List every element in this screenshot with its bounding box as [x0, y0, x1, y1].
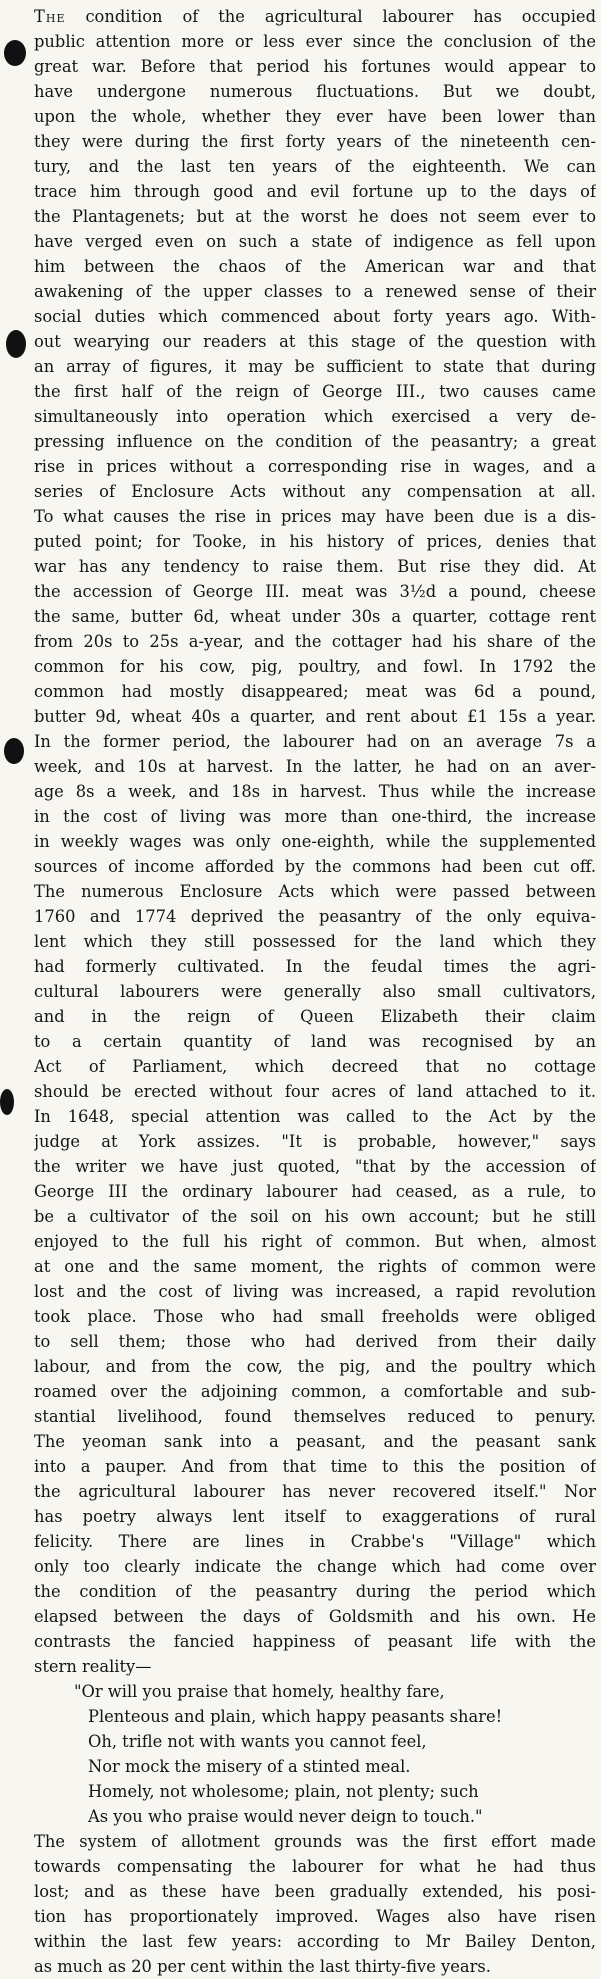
article-line-10: have verged even on such a state of indigence as fell upon [34, 232, 596, 251]
ink-blot [0, 1089, 14, 1115]
closing-line-3: lost; and as these have been gradually extended, his posi- [34, 1882, 596, 1901]
article-line-61: has poetry always lent itself to exaggerations of rural [34, 1507, 596, 1526]
article-line-6: they were during the first forty years of the nineteenth cen- [34, 132, 596, 151]
article-line-38: lent which they still possessed for the land which they [34, 932, 596, 951]
article-line-33: in the cost of living was more than one-third, the increase [34, 807, 596, 826]
article-line-45: In 1648, special attention was called to the Act by the [34, 1107, 596, 1126]
article-line-64: the condition of the peasantry during the period which [34, 1582, 596, 1601]
article-column [34, 4, 596, 1979]
verse-line-4: Nor mock the misery of a stinted meal. [88, 1757, 411, 1776]
article-line-55: labour, and from the cow, the pig, and the poultry which [34, 1357, 596, 1376]
ink-blot [4, 40, 26, 66]
article-line-41: and in the reign of Queen Elizabeth their claim [34, 1007, 596, 1026]
article-line-19: rise in prices without a corresponding rise in wages, and a [34, 457, 596, 476]
article-line-36: The numerous Enclosure Acts which were passed between [34, 882, 596, 901]
article-line-47: the writer we have just quoted, "that by the accession of [34, 1157, 596, 1176]
article-line-23: war has any tendency to raise them. But rise they did. At [34, 557, 596, 576]
closing-line-5: within the last few years: according to Mr Bailey Denton, [34, 1932, 596, 1951]
article-line-12: awakening of the upper classes to a renewed sense of their [34, 282, 596, 301]
ink-blot [6, 330, 26, 358]
article-line-67: stern reality— [34, 1657, 152, 1676]
article-line-48: George III the ordinary labourer had ceased, as a rule, to [34, 1182, 596, 1201]
article-line-22: puted point; for Tooke, in his history of prices, denies that [34, 532, 596, 551]
article-line-65: elapsed between the days of Goldsmith and his own. He [34, 1607, 596, 1626]
article-line-9: the Plantagenets; but at the worst he does not seem ever to [34, 207, 596, 226]
article-line-59: into a pauper. And from that time to this the position of [34, 1457, 596, 1476]
article-line-56: roamed over the adjoining common, a comfortable and sub- [34, 1382, 596, 1401]
article-line-3: great war. Before that period his fortunes would appear to [34, 57, 596, 76]
article-line-31: week, and 10s at harvest. In the latter, he had on an aver- [34, 757, 596, 776]
article-line-49: be a cultivator of the soil on his own account; but he still [34, 1207, 596, 1226]
article-line-32: age 8s a week, and 18s in harvest. Thus while the increase [34, 782, 596, 801]
article-line-17: simultaneously into operation which exercised a very de- [34, 407, 596, 426]
closing-line-2: towards compensating the labourer for what he had thus [34, 1857, 596, 1876]
article-line-52: lost and the cost of living was increased, a rapid revolution [34, 1282, 596, 1301]
article-body [34, 29, 596, 1679]
article-line-44: should be erected without four acres of land attached to it. [34, 1082, 596, 1101]
article-line-20: series of Enclosure Acts without any compensation at all. [34, 482, 596, 501]
article-line-25: the same, butter 6d, wheat under 30s a quarter, cottage rent [34, 607, 596, 626]
article-line-66: contrasts the fancied happiness of peasant life with the [34, 1632, 596, 1651]
article-line-21: To what causes the rise in prices may have been due is a dis- [34, 507, 596, 526]
article-line-7: tury, and the last ten years of the eighteenth. We can [34, 157, 596, 176]
article-line-1: The condition of the agricultural labourer has occupied [34, 7, 596, 26]
closing-line-1: The system of allotment grounds was the first effort made [34, 1832, 596, 1851]
article-line-63: only too clearly indicate the change which had come over [34, 1557, 596, 1576]
article-line-18: pressing influence on the condition of the peasantry; a great [34, 432, 596, 451]
article-line-40: cultural labourers were generally also small cultivators, [34, 982, 596, 1001]
verse-line-6: As you who praise would never deign to touch." [88, 1807, 483, 1826]
article-line-58: The yeoman sank into a peasant, and the peasant sank [34, 1432, 596, 1451]
article-line-27: common for his cow, pig, poultry, and fowl. In 1792 the [34, 657, 596, 676]
article-line-51: at one and the same moment, the rights of common were [34, 1257, 596, 1276]
article-line-60: the agricultural labourer has never recovered itself." Nor [34, 1482, 596, 1501]
article-line-14: out wearying our readers at this stage of the question with [34, 332, 596, 351]
article-line-43: Act of Parliament, which decreed that no cottage [34, 1057, 596, 1076]
article-line-11: him between the chaos of the American war and that [34, 257, 596, 276]
article-line-29: butter 9d, wheat 40s a quarter, and rent about £1 15s a year. [34, 707, 596, 726]
article-line-15: an array of figures, it may be sufficient to state that during [34, 357, 596, 376]
article-line-57: stantial livelihood, found themselves reduced to penury. [34, 1407, 596, 1426]
article-line-24: the accession of George III. meat was 3½d a pound, cheese [34, 582, 596, 601]
closing-paragraph [34, 1829, 596, 1979]
article-line-8: trace him through good and evil fortune up to the days of [34, 182, 596, 201]
verse-line-3: Oh, trifle not with wants you cannot feel, [88, 1732, 427, 1751]
verse-quotation [34, 1679, 596, 1829]
article-line-2: public attention more or less ever since the conclusion of the [34, 32, 596, 51]
closing-line-6: as much as 20 per cent within the last thirty-five years. [34, 1957, 491, 1976]
verse-line-5: Homely, not wholesome; plain, not plenty; such [88, 1782, 479, 1801]
ink-blot [4, 738, 24, 764]
article-line-28: common had mostly disappeared; meat was 6d a pound, [34, 682, 596, 701]
article-line-53: took place. Those who had small freeholds were obliged [34, 1307, 596, 1326]
verse-line-1: "Or will you praise that homely, healthy fare, [74, 1682, 445, 1701]
article-line-26: from 20s to 25s a-year, and the cottager had his share of the [34, 632, 596, 651]
article-line-13: social duties which commenced about forty years ago. With- [34, 307, 596, 326]
article-line-37: 1760 and 1774 deprived the peasantry of the only equiva- [34, 907, 596, 926]
article-line-4: have undergone numerous fluctuations. But we doubt, [34, 82, 596, 101]
article-line-46: judge at York assizes. "It is probable, however," says [34, 1132, 596, 1151]
article-line-16: the first half of the reign of George III., two causes came [34, 382, 596, 401]
lead-smallcaps: The [34, 7, 66, 26]
article-line-39: had formerly cultivated. In the feudal times the agri- [34, 957, 596, 976]
verse-line-2: Plenteous and plain, which happy peasants share! [88, 1707, 503, 1726]
article-line-34: in weekly wages was only one-eighth, while the supplemented [34, 832, 596, 851]
closing-line-4: tion has proportionately improved. Wages also have risen [34, 1907, 596, 1926]
article-line-42: to a certain quantity of land was recognised by an [34, 1032, 596, 1051]
article-line-50: enjoyed to the full his right of common. But when, almost [34, 1232, 596, 1251]
article-line-5: upon the whole, whether they ever have been lower than [34, 107, 596, 126]
article-line-35: sources of income afforded by the commons had been cut off. [34, 857, 596, 876]
article-line-62: felicity. There are lines in Crabbe's "Village" which [34, 1532, 596, 1551]
article-line-30: In the former period, the labourer had on an average 7s a [34, 732, 596, 751]
article-line-54: to sell them; those who had derived from their daily [34, 1332, 596, 1351]
